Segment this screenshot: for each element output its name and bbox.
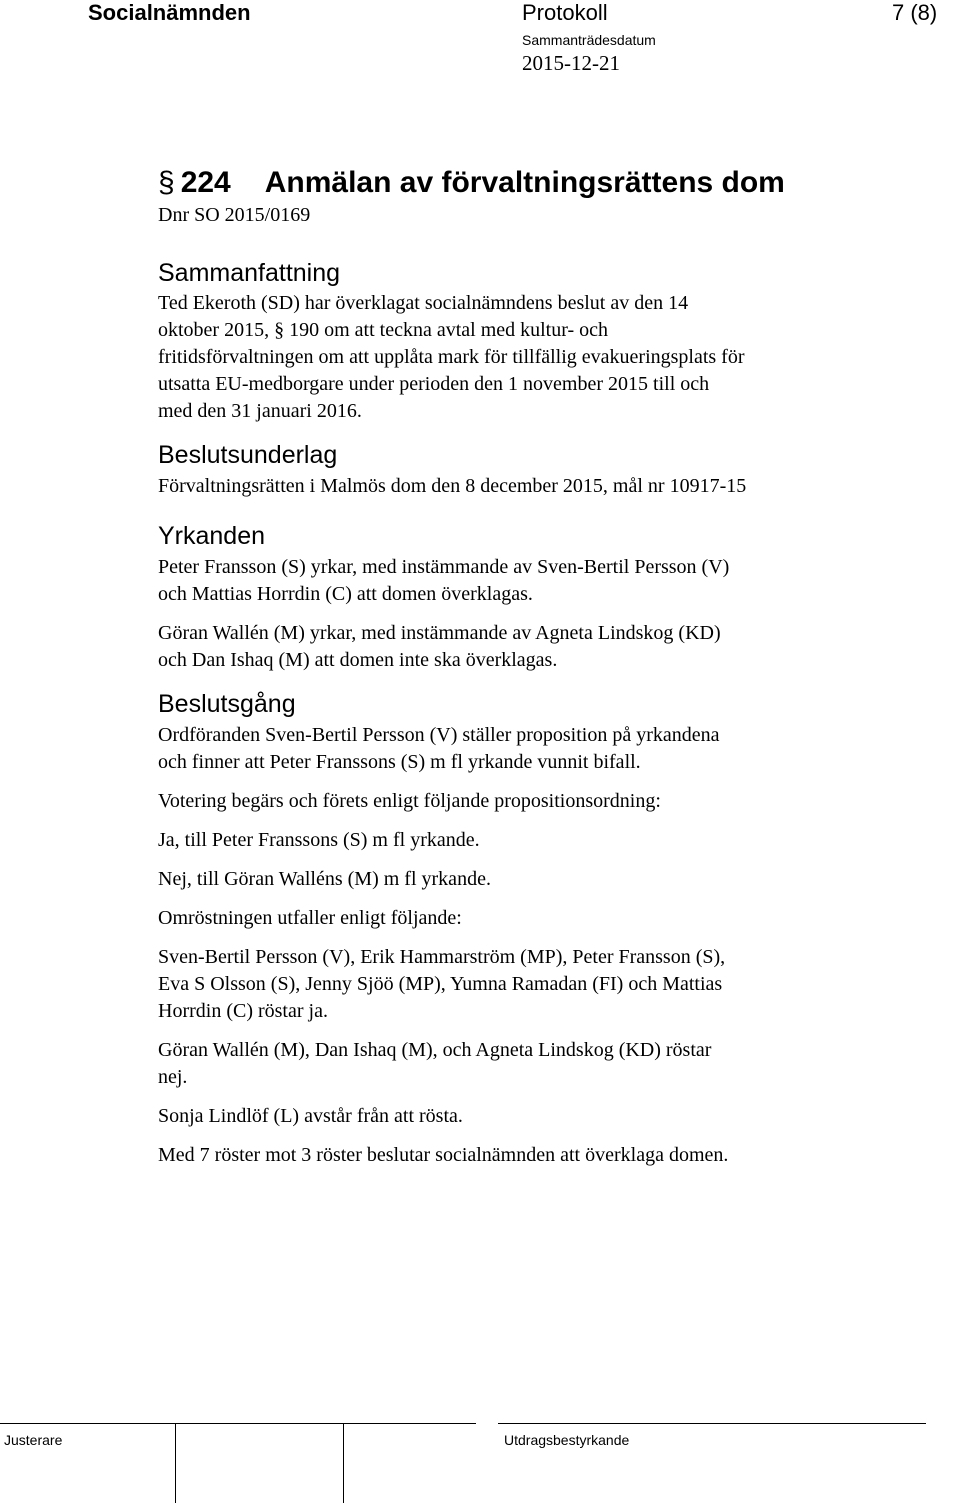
heading-sammanfattning: Sammanfattning xyxy=(158,259,341,287)
vote-request: Votering begärs och förets enligt följande propositionsordning: xyxy=(158,790,661,812)
section-symbol: § xyxy=(158,166,175,199)
page-number: 7 (8) xyxy=(892,0,938,25)
meeting-date-label: Sammanträdesdatum xyxy=(522,32,656,48)
procedure-line: Ordföranden Sven-Bertil Persson (V) ställer proposition på yrkandena xyxy=(158,724,720,746)
document-type: Protokoll xyxy=(522,0,608,25)
footer-label-justerare: Justerare xyxy=(4,1432,63,1448)
footer-label-utdragsbestyrkande: Utdragsbestyrkande xyxy=(504,1432,630,1448)
yes-voters-line: Eva S Olsson (S), Jenny Sjöö (MP), Yumna Ramadan (FI) och Mattias xyxy=(158,973,723,995)
section-title-text: Anmälan av förvaltningsrättens dom xyxy=(264,166,785,199)
no-voters-line: Göran Wallén (M), Dan Ishaq (M), och Agneta Lindskog (KD) röstar xyxy=(158,1039,712,1061)
final-decision-text: Med 7 röster mot 3 röster beslutar socialnämnden att överklaga domen. xyxy=(158,1144,729,1166)
summary-line: oktober 2015, § 190 om att teckna avtal med kultur- och xyxy=(158,319,609,341)
yes-voters-line: Sven-Bertil Persson (V), Erik Hammarström (MP), Peter Fransson (S), xyxy=(158,946,726,968)
section-title xyxy=(158,166,858,200)
signature-box-divider xyxy=(343,1424,344,1503)
heading-beslutsunderlag: Beslutsunderlag xyxy=(158,441,338,469)
summary-line: utsatta EU-medborgare under perioden den 1 november 2015 till och xyxy=(158,373,710,395)
summary-line: fritidsförvaltningen om att upplåta mark för tillfällig evakueringsplats för xyxy=(158,346,745,368)
footer-rule-right xyxy=(498,1423,926,1424)
claim-line: och Dan Ishaq (M) att domen inte ska överklagas. xyxy=(158,649,558,671)
decision-basis-text: Förvaltningsrätten i Malmös dom den 8 december 2015, mål nr 10917-15 xyxy=(158,475,747,497)
yes-voters-line: Horrdin (C) röstar ja. xyxy=(158,1000,328,1022)
diary-number: Dnr SO 2015/0169 xyxy=(158,204,311,226)
heading-beslutsgang: Beslutsgång xyxy=(158,690,296,718)
procedure-line: och finner att Peter Franssons (S) m fl yrkande vunnit bifall. xyxy=(158,751,641,773)
abstention-text: Sonja Lindlöf (L) avstår från att rösta. xyxy=(158,1105,463,1127)
signature-box-divider xyxy=(175,1424,176,1503)
summary-line: Ted Ekeroth (SD) har överklagat socialnämndens beslut av den 14 xyxy=(158,292,689,314)
vote-result-intro: Omröstningen utfaller enligt följande: xyxy=(158,907,462,929)
claim-line: Göran Wallén (M) yrkar, med instämmande av Agneta Lindskog (KD) xyxy=(158,622,721,644)
no-voters-line: nej. xyxy=(158,1066,188,1088)
meeting-date: 2015-12-21 xyxy=(522,51,620,75)
claim-line: Peter Fransson (S) yrkar, med instämmande av Sven-Bertil Persson (V) xyxy=(158,556,730,578)
protocol-body xyxy=(158,166,858,1169)
heading-yrkanden: Yrkanden xyxy=(158,522,266,550)
summary-line: med den 31 januari 2016. xyxy=(158,400,362,422)
vote-option-no: Nej, till Göran Walléns (M) m fl yrkande. xyxy=(158,868,491,890)
committee-name: Socialnämnden xyxy=(88,0,251,25)
section-number: 224 xyxy=(180,166,231,199)
claim-line: och Mattias Horrdin (C) att domen överklagas. xyxy=(158,583,533,605)
footer-rule-left xyxy=(0,1423,476,1424)
vote-option-yes: Ja, till Peter Franssons (S) m fl yrkande. xyxy=(158,829,480,851)
